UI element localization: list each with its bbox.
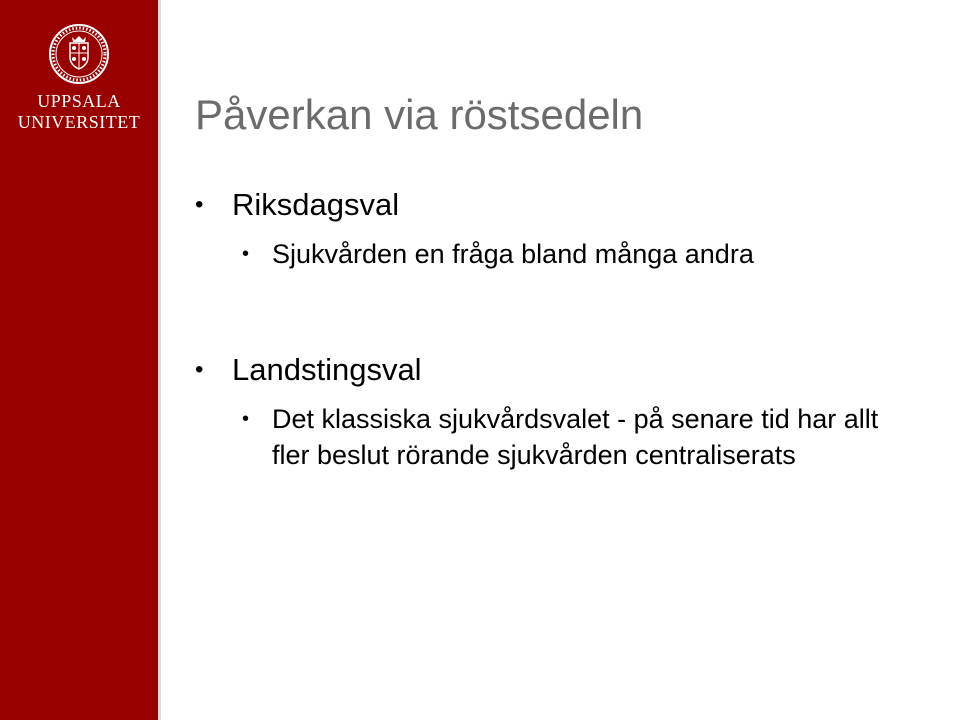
bullet-text: Riksdagsval <box>232 187 400 222</box>
sub-bullet-text: Sjukvården en fråga bland många andra <box>272 239 754 269</box>
bullet-icon: • <box>242 243 250 265</box>
sub-bullet-text: Det klassiska sjukvårdsvalet - på senare tid har allt fler beslut rörande sjukvården centraliserats <box>272 404 879 470</box>
university-seal-icon <box>48 23 110 85</box>
sub-bullet-klassiska <box>242 401 902 473</box>
sub-bullet-sjukvarden <box>242 236 942 272</box>
bullet-riksdagsval <box>195 187 399 223</box>
bullet-landstingsval <box>195 352 422 388</box>
brand-sidebar <box>0 0 158 720</box>
bullet-icon: • <box>195 356 204 383</box>
bullet-text: Landstingsval <box>232 352 422 387</box>
bullet-icon: • <box>195 191 204 218</box>
university-name-line2: UNIVERSITET <box>17 112 141 132</box>
slide-title: Påverkan via röstsedeln <box>195 91 644 138</box>
sidebar-divider <box>158 0 161 720</box>
bullet-icon: • <box>242 408 250 430</box>
university-name-line1: UPPSALA <box>37 91 121 111</box>
